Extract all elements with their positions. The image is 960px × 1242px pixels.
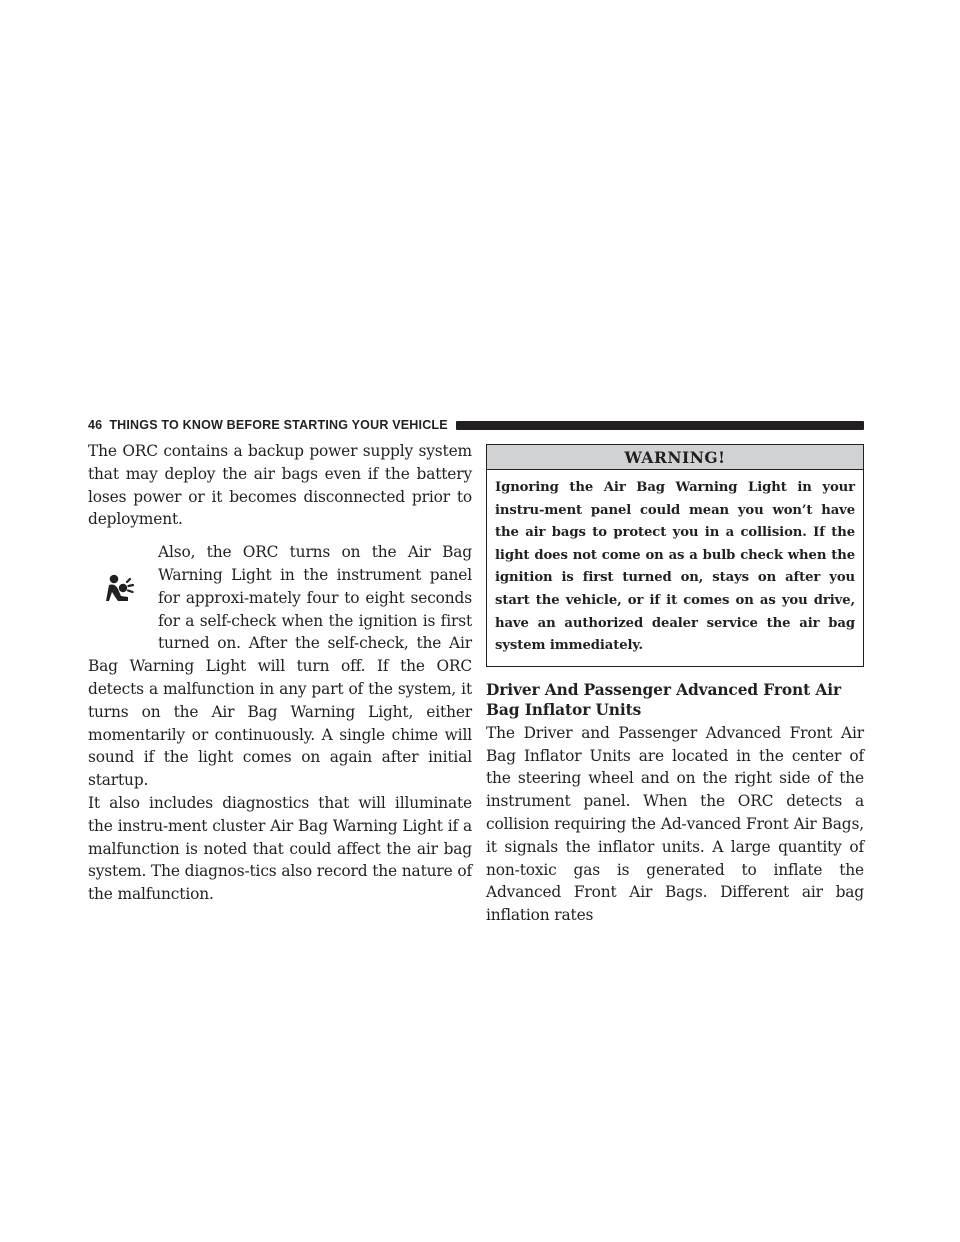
page-number: 46 xyxy=(88,418,103,432)
paragraph-inflator-units: The Driver and Passenger Advanced Front Air Bag Inflator Units are located in the center of the steering wheel and on the right side of the instrument panel. When the ORC detects a collision requiring the Ad-vanced Front Air Bags, it signals the inflator units. A large quantity of non-toxic gas is generated to inflate the Advanced Front Air Bags. Different air bag inflation rates xyxy=(486,723,864,925)
section-title: THINGS TO KNOW BEFORE STARTING YOUR VEHICLE xyxy=(109,418,448,432)
paragraph-backup-power: The ORC contains a backup power supply system that may deploy the air bags even if the battery loses power or it becomes disconnected prior to deployment. xyxy=(88,442,472,529)
paragraph-diagnostics: It also includes diagnostics that will illuminate the instru-ment cluster Air Bag Warning Light if a malfunction is noted that could affect the air bag system. The diagnos-tics also record the nature of the malfunction. xyxy=(88,793,472,904)
airbag-light-section xyxy=(88,541,472,792)
page-header xyxy=(88,417,864,433)
warning-box xyxy=(486,444,864,667)
header-rule xyxy=(456,421,864,430)
warning-text: Ignoring the Air Bag Warning Light in your instru-ment panel could mean you won’t have the air bags to protect you in a collision. If the light does not come on as a bulb check when the ignition is first turned on, stays on after you start the vehicle, or if it comes on as you drive, have an authorized dealer service the air bag system immediately. xyxy=(495,480,855,654)
airbag-warning-icon xyxy=(88,545,158,637)
inflator-units-heading: Driver And Passenger Advanced Front Air Bag Inflator Units xyxy=(486,680,841,719)
warning-title: WARNING! xyxy=(487,445,863,470)
left-column xyxy=(88,440,472,906)
right-column xyxy=(486,440,864,927)
paragraph-self-check: Also, the ORC turns on the Air Bag Warning Light in the instrument panel for approxi-mately four to eight seconds for a self-check when the ignition is first turned on. After the self-check, the Air Bag Warning Light will turn off. If the ORC detects a malfunction in any part of the system, it turns on the Air Bag Warning Light, either momentarily or continuously. A single chime will sound if the light comes on again after initial startup. xyxy=(88,543,472,790)
